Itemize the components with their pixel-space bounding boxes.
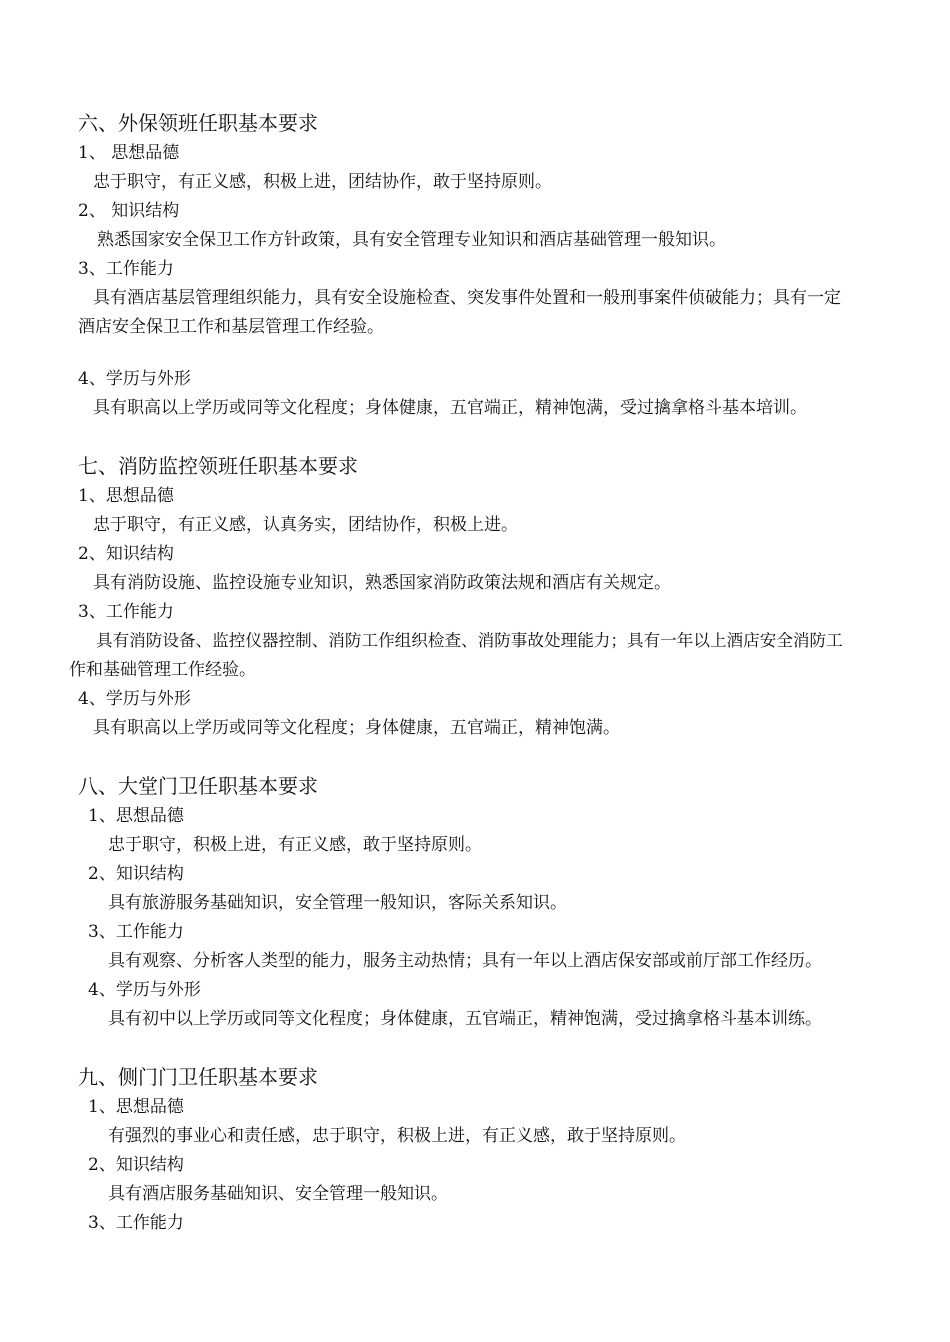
item-label: 1、 思想品德 xyxy=(78,143,180,163)
section-title: 九、侧门门卫任职基本要求 xyxy=(78,1065,318,1089)
item-text: 忠于职守，有正义感，积极上进，团结协作，敢于坚持原则。 xyxy=(93,172,552,192)
item-label: 2、 知识结构 xyxy=(78,201,180,221)
item-label: 2、知识结构 xyxy=(88,864,184,884)
section-title: 六、外保领班任职基本要求 xyxy=(78,111,318,135)
item-label: 3、工作能力 xyxy=(88,922,184,942)
item-text: 具有职高以上学历或同等文化程度；身体健康，五官端正，精神饱满。 xyxy=(93,718,620,738)
item-label: 1、思想品德 xyxy=(88,806,184,826)
item-label: 1、思想品德 xyxy=(78,486,174,506)
item-text: 具有职高以上学历或同等文化程度；身体健康，五官端正，精神饱满，受过擒拿格斗基本培训。 xyxy=(93,398,807,418)
item-label: 1、思想品德 xyxy=(88,1097,184,1117)
item-text: 作和基础管理工作经验。 xyxy=(69,660,256,680)
item-label: 3、工作能力 xyxy=(88,1213,184,1233)
item-text: 具有消防设施、监控设施专业知识，熟悉国家消防政策法规和酒店有关规定。 xyxy=(93,573,671,593)
item-text: 具有消防设备、监控仪器控制、消防工作组织检查、消防事故处理能力；具有一年以上酒店安全消防工 xyxy=(96,631,843,650)
item-text: 有强烈的事业心和责任感，忠于职守，积极上进，有正义感，敢于坚持原则。 xyxy=(108,1126,686,1146)
item-text: 酒店安全保卫工作和基层管理工作经验。 xyxy=(78,317,384,337)
section-title: 七、消防监控领班任职基本要求 xyxy=(78,454,358,478)
item-text: 具有旅游服务基础知识，安全管理一般知识，客际关系知识。 xyxy=(108,893,567,913)
item-label: 4、学历与外形 xyxy=(78,689,191,709)
item-label: 4、学历与外形 xyxy=(88,980,201,1000)
item-text: 忠于职守，有正义感，认真务实，团结协作，积极上进。 xyxy=(93,515,518,535)
section-title: 八、大堂门卫任职基本要求 xyxy=(78,774,318,798)
item-text: 忠于职守，积极上进，有正义感，敢于坚持原则。 xyxy=(108,835,482,855)
item-text: 具有酒店基层管理组织能力，具有安全设施检查、突发事件处置和一般刑事案件侦破能力；具有一定 xyxy=(93,288,841,308)
item-text: 具有酒店服务基础知识、安全管理一般知识。 xyxy=(108,1184,448,1204)
item-label: 3、工作能力 xyxy=(78,602,174,622)
item-label: 2、知识结构 xyxy=(78,544,174,564)
item-label: 4、学历与外形 xyxy=(78,369,191,389)
item-text: 具有观察、分析客人类型的能力，服务主动热情；具有一年以上酒店保安部或前厅部工作经历。 xyxy=(108,951,822,971)
item-label: 3、工作能力 xyxy=(78,259,174,279)
item-label: 2、知识结构 xyxy=(88,1155,184,1175)
item-text: 熟悉国家安全保卫工作方针政策，具有安全管理专业知识和酒店基础管理一般知识。 xyxy=(97,230,726,250)
item-text: 具有初中以上学历或同等文化程度；身体健康，五官端正，精神饱满，受过擒拿格斗基本训练。 xyxy=(108,1009,822,1029)
